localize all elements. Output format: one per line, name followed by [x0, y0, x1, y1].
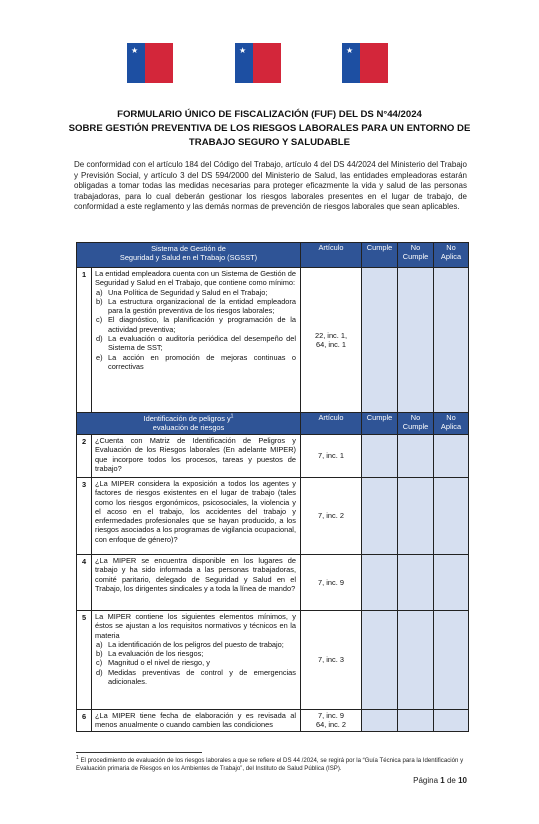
section-header-sgsst [77, 243, 469, 268]
cumple-cell[interactable] [362, 478, 398, 555]
article-ref: 7, inc. 3 [301, 611, 362, 710]
no-cumple-cell[interactable] [398, 710, 434, 732]
row-number: 4 [77, 555, 92, 611]
logo-ministerio-salud [342, 43, 388, 89]
requirement-text: ¿La MIPER considera la exposición a todos los agentes y factores de riesgos existentes en el lugar de trabajo (tales como los riesgos ergonómicos, psicosociales, la violencia y el acoso en el trabajo, los accidentes del trabajo y enfermedades profesionales que se hayan producido, a los riesgos asociados a los programas de vigilancia ocupacional, con enfoque de género)? [92, 478, 301, 555]
no-cumple-cell[interactable] [398, 555, 434, 611]
no-aplica-cell[interactable] [434, 435, 469, 478]
article-ref: 22, inc. 1, 64, inc. 1 [301, 268, 362, 413]
doc-title-line-2: SOBRE GESTIÓN PREVENTIVA DE LOS RIESGOS LABORALES PARA UN ENTORNO DE [68, 123, 471, 134]
table-row [77, 268, 469, 413]
page-number: Página 1 de 10 [413, 776, 467, 785]
logo-bar [0, 43, 539, 89]
section-header-peligros [77, 413, 469, 435]
requirement-text: ¿La MIPER tiene fecha de elaboración y es revisada al menos anualmente o cuando cambien las condiciones [92, 710, 301, 732]
article-ref: 7, inc. 9 64, inc. 2 [301, 710, 362, 732]
no-cumple-cell[interactable] [398, 478, 434, 555]
col-no-cumple: No Cumple [398, 413, 434, 435]
requirement-text: ¿La MIPER se encuentra disponible en los lugares de trabajo y ha sido informada a las personas trabajadoras, comité paritario, delegado de Seguridad y Salud en el Trabajo, los dirigentes sindicales y a toda la línea de mando? [92, 555, 301, 611]
section-title: Identificación de peligros $y^1$ evaluación de riesgos [77, 413, 301, 435]
table-row [77, 435, 469, 478]
row-number: 2 [77, 435, 92, 478]
doc-title-line-3: TRABAJO SEGURO Y SALUDABLE [188, 137, 351, 148]
footnote: $^1$ El procedimiento de evaluación de los riesgos laborales a que se refiere el DS 44 /2024, se regirá por la “Guía Técnica para la Identificación y Evaluación primaria de Riesgos en los Ambientes de Trabajo”, del Instituto de Salud Pública (ISP). [76, 754, 464, 773]
footnote-divider [76, 752, 202, 753]
requirement-text: La entidad empleadora cuenta con un Sistema de Gestión de Seguridad y Salud en el Trabajo, que contiene como mínimo: a) Una Política de Seguridad y Salud en el Trabajo; b) La estructura organizacional de la entidad empleadora para la gestión preventiva de los riesgos laborales; c) El diagnóstico, la planificación y programación de la actividad preventiva; d) La evaluación o auditoría periódica del desempeño del Sistema de SST; e) La acción en promoción de mejoras continuas o correctivas [92, 268, 301, 413]
star-icon: ★ [239, 46, 247, 55]
no-aplica-cell[interactable] [434, 611, 469, 710]
logo-suseso [235, 43, 281, 89]
cumple-cell[interactable] [362, 435, 398, 478]
cumple-cell[interactable] [362, 710, 398, 732]
row-number: 5 [77, 611, 92, 710]
table-row [77, 555, 469, 611]
no-aplica-cell[interactable] [434, 555, 469, 611]
doc-title-line-1: FORMULARIO ÚNICO DE FISCALIZACIÓN (FUF) DEL DS N°44/2024 [117, 109, 422, 120]
no-aplica-cell[interactable] [434, 268, 469, 413]
col-no-cumple: No Cumple [398, 243, 434, 268]
logo-direccion-trabajo [127, 43, 173, 89]
col-no-aplica: No Aplica [434, 243, 469, 268]
intro-paragraph: De conformidad con el artículo 184 del Código del Trabajo, artículo 4 del DS 44/2024 del Ministerio del Trabajo y Previsión Social, y artículo 3 del DS 594/2000 del Ministerio de Salud, las entidades empleadoras estarán obligadas a tomar todas las medidas necesarias para proteger eficazmente la vida y salud de las personas trabajadoras, para lo cual deberán gestionar los riesgos laborales presentes en el lugar de trabajo, de conformidad a este reglamento y las demás normas de prevención de riesgos laborales que sean aplicables. [74, 160, 467, 212]
row-number: 1 [77, 268, 92, 413]
col-articulo: Artículo [301, 243, 362, 268]
inspection-table [76, 242, 469, 732]
no-cumple-cell[interactable] [398, 268, 434, 413]
cumple-cell[interactable] [362, 268, 398, 413]
section-title: Sistema de Gestión de Seguridad y Salud en el Trabajo (SGSST) [77, 243, 301, 268]
star-icon: ★ [131, 46, 139, 55]
col-cumple: Cumple [362, 413, 398, 435]
table-row [77, 478, 469, 555]
article-ref: 7, inc. 1 [301, 435, 362, 478]
row-number: 6 [77, 710, 92, 732]
article-ref: 7, inc. 9 [301, 555, 362, 611]
requirement-items: a) Una Política de Seguridad y Salud en el Trabajo; b) La estructura organizacional de la entidad empleadora para la gestión preventiva de los riesgos laborales; c) El diagnóstico, la planificación y programación de la actividad preventiva; d) La evaluación o auditoría periódica del desempeño del Sistema de SST; e) La acción en promoción de mejoras continuas o correctivas [96, 287, 296, 371]
requirement-items: a) La identificación de los peligros del puesto de trabajo; b) La evaluación de los riesgos; c) Magnitud o el nivel de riesgo, y d) Medidas preventivas de control y de emergencias adicionales. [96, 639, 296, 687]
no-aplica-cell[interactable] [434, 478, 469, 555]
requirement-text: ¿Cuenta con Matriz de Identificación de Peligros y Evaluación de los Riesgos laborales (En adelante MIPER) que incorpore todos los procesos, tareas y puestos de trabajo? [92, 435, 301, 478]
col-no-aplica: No Aplica [434, 413, 469, 435]
requirement-text: La MIPER contiene los siguientes elementos mínimos, y éstos se ajustan a los requisitos normativos y técnicos en la materia a) La identificación de los peligros del puesto de trabajo; b) La evaluación de los riesgos; c) Magnitud o el nivel de riesgo, y d) Medidas preventivas de control y de emergencias adicionales. [92, 611, 301, 710]
cumple-cell[interactable] [362, 611, 398, 710]
article-ref: 7, inc. 2 [301, 478, 362, 555]
table-row [77, 611, 469, 710]
star-icon: ★ [346, 46, 354, 55]
col-cumple: Cumple [362, 243, 398, 268]
col-articulo: Artículo [301, 413, 362, 435]
no-cumple-cell[interactable] [398, 611, 434, 710]
cumple-cell[interactable] [362, 555, 398, 611]
no-cumple-cell[interactable] [398, 435, 434, 478]
row-number: 3 [77, 478, 92, 555]
table-row [77, 710, 469, 732]
no-aplica-cell[interactable] [434, 710, 469, 732]
